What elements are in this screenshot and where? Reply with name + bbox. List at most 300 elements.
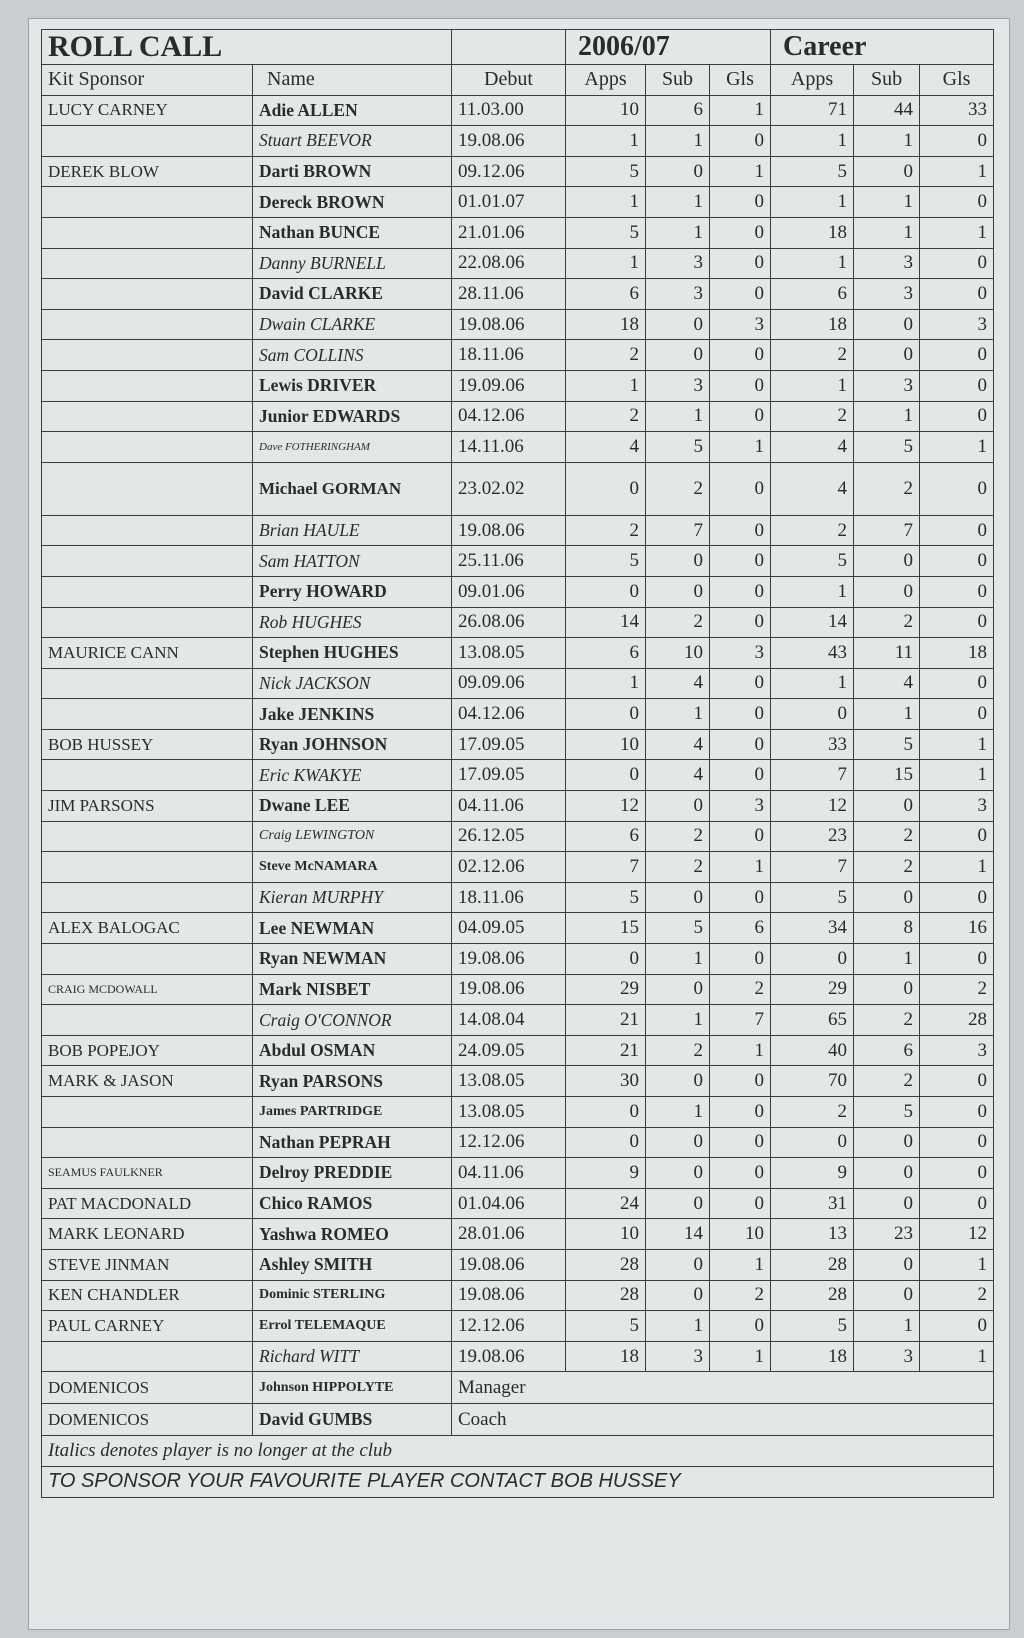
career-gls-cell: 1 <box>920 156 994 187</box>
debut-cell: 09.12.06 <box>452 156 566 187</box>
player-name-cell: Dwain CLARKE <box>253 309 452 340</box>
career-sub-cell: 2 <box>854 607 920 638</box>
player-row <box>42 340 994 371</box>
player-name-cell: Abdul OSMAN <box>253 1035 452 1066</box>
kit-sponsor-cell <box>42 187 253 218</box>
career-gls-cell: 0 <box>920 821 994 852</box>
career-apps-cell: 5 <box>771 882 854 913</box>
career-gls-cell: 1 <box>920 1341 994 1372</box>
header-row-columns <box>42 65 994 96</box>
career-apps-cell: 5 <box>771 546 854 577</box>
career-gls-cell: 0 <box>920 515 994 546</box>
career-gls-cell: 0 <box>920 1097 994 1128</box>
career-gls-cell: 3 <box>920 1035 994 1066</box>
season-sub-cell: 1 <box>646 1005 710 1036</box>
player-row <box>42 1311 994 1342</box>
career-sub-cell: 2 <box>854 462 920 515</box>
debut-cell: 23.02.02 <box>452 462 566 515</box>
career-apps-cell: 71 <box>771 95 854 126</box>
career-gls-cell: 3 <box>920 791 994 822</box>
career-gls-cell: 1 <box>920 852 994 883</box>
debut-cell: 01.01.07 <box>452 187 566 218</box>
season-sub-cell: 0 <box>646 340 710 371</box>
career-sub-cell: 1 <box>854 217 920 248</box>
kit-sponsor-cell: ALEX BALOGAC <box>42 913 253 944</box>
header-row-title <box>42 30 994 65</box>
player-name-cell: Lee NEWMAN <box>253 913 452 944</box>
season-gls-cell: 3 <box>710 309 771 340</box>
season-gls-cell: 1 <box>710 1035 771 1066</box>
season-gls-cell: 0 <box>710 729 771 760</box>
season-apps-cell: 0 <box>566 760 646 791</box>
player-row <box>42 248 994 279</box>
career-apps-cell: 18 <box>771 217 854 248</box>
debut-cell: 02.12.06 <box>452 852 566 883</box>
career-apps-cell: 14 <box>771 607 854 638</box>
player-name-cell: Delroy PREDDIE <box>253 1158 452 1189</box>
player-row <box>42 1158 994 1189</box>
career-sub-cell: 5 <box>854 432 920 463</box>
season-sub-cell: 3 <box>646 248 710 279</box>
debut-cell: 11.03.00 <box>452 95 566 126</box>
player-name-cell: Chico RAMOS <box>253 1188 452 1219</box>
career-apps-cell: 0 <box>771 1127 854 1158</box>
career-apps-cell: 4 <box>771 462 854 515</box>
player-name-cell: Adie ALLEN <box>253 95 452 126</box>
season-apps-cell: 21 <box>566 1035 646 1066</box>
player-row <box>42 1097 994 1128</box>
career-apps-cell: 1 <box>771 187 854 218</box>
kit-sponsor-cell: PAUL CARNEY <box>42 1311 253 1342</box>
kit-sponsor-cell <box>42 370 253 401</box>
season-sub-cell: 10 <box>646 638 710 669</box>
season-apps-cell: 12 <box>566 791 646 822</box>
career-sub-cell: 11 <box>854 638 920 669</box>
season-apps-cell: 5 <box>566 882 646 913</box>
season-apps-cell: 10 <box>566 95 646 126</box>
debut-cell: 14.11.06 <box>452 432 566 463</box>
player-name-cell: Yashwa ROMEO <box>253 1219 452 1250</box>
career-gls-cell: 0 <box>920 607 994 638</box>
player-row <box>42 1341 994 1372</box>
player-row <box>42 944 994 975</box>
debut-cell: 19.08.06 <box>452 1341 566 1372</box>
debut-cell: 19.08.06 <box>452 309 566 340</box>
season-gls-cell: 0 <box>710 1127 771 1158</box>
season-apps-cell: 18 <box>566 309 646 340</box>
career-apps-cell: 70 <box>771 1066 854 1097</box>
player-name-cell: Danny BURNELL <box>253 248 452 279</box>
player-name-cell: Junior EDWARDS <box>253 401 452 432</box>
player-name-cell: Nick JACKSON <box>253 668 452 699</box>
career-sub-cell: 0 <box>854 1127 920 1158</box>
career-sub-cell: 0 <box>854 309 920 340</box>
kit-sponsor-cell: CRAIG MCDOWALL <box>42 974 253 1005</box>
player-name-cell: Nathan BUNCE <box>253 217 452 248</box>
career-sub-cell: 6 <box>854 1035 920 1066</box>
player-row <box>42 462 994 515</box>
player-row <box>42 432 994 463</box>
season-apps-cell: 28 <box>566 1280 646 1311</box>
kit-sponsor-cell <box>42 1127 253 1158</box>
player-row <box>42 401 994 432</box>
player-name-cell: Steve McNAMARA <box>253 852 452 883</box>
player-name-cell: Ashley SMITH <box>253 1249 452 1280</box>
season-gls-cell: 0 <box>710 1188 771 1219</box>
season-sub-cell: 2 <box>646 852 710 883</box>
col-season-apps: Apps <box>566 65 646 96</box>
career-sub-cell: 5 <box>854 729 920 760</box>
career-sub-cell: 5 <box>854 1097 920 1128</box>
season-sub-cell: 3 <box>646 279 710 310</box>
season-apps-cell: 29 <box>566 974 646 1005</box>
season-sub-cell: 2 <box>646 1035 710 1066</box>
season-sub-cell: 5 <box>646 913 710 944</box>
debut-cell: 13.08.05 <box>452 1097 566 1128</box>
player-name-cell: Rob HUGHES <box>253 607 452 638</box>
debut-cell: 19.08.06 <box>452 515 566 546</box>
season-gls-cell: 0 <box>710 515 771 546</box>
player-name-cell: Stuart BEEVOR <box>253 126 452 157</box>
kit-sponsor-cell: LUCY CARNEY <box>42 95 253 126</box>
player-name-cell: Nathan PEPRAH <box>253 1127 452 1158</box>
player-row <box>42 309 994 340</box>
player-row <box>42 1280 994 1311</box>
kit-sponsor-cell <box>42 432 253 463</box>
season-gls-cell: 0 <box>710 607 771 638</box>
career-apps-cell: 23 <box>771 821 854 852</box>
season-sub-cell: 14 <box>646 1219 710 1250</box>
season-apps-cell: 1 <box>566 248 646 279</box>
career-gls-cell: 1 <box>920 432 994 463</box>
career-apps-cell: 33 <box>771 729 854 760</box>
season-gls-cell: 0 <box>710 248 771 279</box>
season-apps-cell: 0 <box>566 462 646 515</box>
season-sub-cell: 2 <box>646 607 710 638</box>
season-gls-cell: 0 <box>710 882 771 913</box>
career-apps-cell: 0 <box>771 699 854 730</box>
career-sub-cell: 4 <box>854 668 920 699</box>
season-sub-cell: 1 <box>646 1311 710 1342</box>
career-sub-cell: 0 <box>854 1188 920 1219</box>
career-gls-cell: 0 <box>920 462 994 515</box>
kit-sponsor-cell <box>42 248 253 279</box>
kit-sponsor-cell <box>42 340 253 371</box>
career-gls-cell: 0 <box>920 248 994 279</box>
player-row <box>42 638 994 669</box>
season-sub-cell: 2 <box>646 462 710 515</box>
career-sub-cell: 0 <box>854 340 920 371</box>
debut-cell: 04.11.06 <box>452 1158 566 1189</box>
career-gls-cell: 12 <box>920 1219 994 1250</box>
career-sub-cell: 0 <box>854 791 920 822</box>
player-name-cell: Errol TELEMAQUE <box>253 1311 452 1342</box>
career-apps-cell: 13 <box>771 1219 854 1250</box>
player-name-cell: Dominic STERLING <box>253 1280 452 1311</box>
career-sub-cell: 1 <box>854 187 920 218</box>
cta-row <box>42 1466 994 1497</box>
kit-sponsor-cell <box>42 699 253 730</box>
player-row <box>42 668 994 699</box>
career-sub-cell: 15 <box>854 760 920 791</box>
career-apps-cell: 5 <box>771 156 854 187</box>
career-apps-cell: 2 <box>771 401 854 432</box>
career-gls-cell: 2 <box>920 974 994 1005</box>
career-gls-cell: 1 <box>920 217 994 248</box>
player-name-cell: Richard WITT <box>253 1341 452 1372</box>
debut-cell: 19.08.06 <box>452 126 566 157</box>
career-apps-cell: 34 <box>771 913 854 944</box>
season-apps-cell: 6 <box>566 279 646 310</box>
kit-sponsor-cell <box>42 279 253 310</box>
kit-sponsor-cell: BOB POPEJOY <box>42 1035 253 1066</box>
player-row <box>42 1249 994 1280</box>
career-sub-cell: 2 <box>854 1066 920 1097</box>
season-sub-cell: 0 <box>646 1249 710 1280</box>
season-apps-cell: 6 <box>566 821 646 852</box>
season-gls-cell: 2 <box>710 974 771 1005</box>
career-apps-cell: 28 <box>771 1280 854 1311</box>
player-row <box>42 791 994 822</box>
career-gls-cell: 0 <box>920 944 994 975</box>
season-sub-cell: 0 <box>646 1280 710 1311</box>
career-apps-cell: 28 <box>771 1249 854 1280</box>
player-row <box>42 576 994 607</box>
debut-cell: 26.12.05 <box>452 821 566 852</box>
kit-sponsor-cell <box>42 1005 253 1036</box>
debut-cell: 04.12.06 <box>452 401 566 432</box>
staff-role-cell: Coach <box>452 1404 994 1436</box>
career-apps-cell: 5 <box>771 1311 854 1342</box>
career-sub-cell: 3 <box>854 370 920 401</box>
debut-cell: 19.08.06 <box>452 1280 566 1311</box>
career-apps-cell: 0 <box>771 944 854 975</box>
season-apps-cell: 10 <box>566 1219 646 1250</box>
career-sub-cell: 1 <box>854 1311 920 1342</box>
season-sub-cell: 0 <box>646 576 710 607</box>
career-sub-cell: 23 <box>854 1219 920 1250</box>
season-apps-cell: 28 <box>566 1249 646 1280</box>
sponsor-call-to-action: TO SPONSOR YOUR FAVOURITE PLAYER CONTACT BOB HUSSEY <box>42 1466 994 1497</box>
debut-cell: 25.11.06 <box>452 546 566 577</box>
debut-cell: 18.11.06 <box>452 340 566 371</box>
career-apps-cell: 40 <box>771 1035 854 1066</box>
page-title: ROLL CALL <box>42 30 452 65</box>
kit-sponsor-cell: MAURICE CANN <box>42 638 253 669</box>
season-apps-cell: 2 <box>566 515 646 546</box>
season-apps-cell: 0 <box>566 1097 646 1128</box>
season-apps-cell: 5 <box>566 546 646 577</box>
career-sub-cell: 1 <box>854 126 920 157</box>
col-debut: Debut <box>452 65 566 96</box>
season-apps-cell: 2 <box>566 340 646 371</box>
career-gls-cell: 0 <box>920 1158 994 1189</box>
debut-cell: 26.08.06 <box>452 607 566 638</box>
player-row <box>42 913 994 944</box>
staff-row <box>42 1372 994 1404</box>
debut-cell: 04.12.06 <box>452 699 566 730</box>
career-sub-cell: 0 <box>854 576 920 607</box>
season-sub-cell: 0 <box>646 156 710 187</box>
season-gls-cell: 6 <box>710 913 771 944</box>
season-gls-cell: 0 <box>710 1066 771 1097</box>
season-gls-cell: 0 <box>710 1311 771 1342</box>
career-sub-cell: 0 <box>854 156 920 187</box>
staff-name-cell: David GUMBS <box>253 1404 452 1436</box>
career-sub-cell: 1 <box>854 401 920 432</box>
season-sub-cell: 1 <box>646 1097 710 1128</box>
season-gls-cell: 0 <box>710 462 771 515</box>
player-row <box>42 760 994 791</box>
season-sub-cell: 0 <box>646 309 710 340</box>
player-row <box>42 1005 994 1036</box>
career-sub-cell: 0 <box>854 1158 920 1189</box>
debut-cell: 14.08.04 <box>452 1005 566 1036</box>
kit-sponsor-cell <box>42 1097 253 1128</box>
season-sub-cell: 1 <box>646 944 710 975</box>
col-career-sub: Sub <box>854 65 920 96</box>
col-career-apps: Apps <box>771 65 854 96</box>
debut-cell: 19.08.06 <box>452 1249 566 1280</box>
debut-cell: 17.09.05 <box>452 760 566 791</box>
staff-sponsor-cell: DOMENICOS <box>42 1372 253 1404</box>
career-apps-cell: 18 <box>771 309 854 340</box>
season-apps-cell: 14 <box>566 607 646 638</box>
season-sub-cell: 1 <box>646 126 710 157</box>
kit-sponsor-cell <box>42 1341 253 1372</box>
career-gls-cell: 33 <box>920 95 994 126</box>
player-name-cell: Jake JENKINS <box>253 699 452 730</box>
season-gls-cell: 0 <box>710 279 771 310</box>
kit-sponsor-cell <box>42 515 253 546</box>
player-name-cell: Perry HOWARD <box>253 576 452 607</box>
season-gls-cell: 0 <box>710 370 771 401</box>
debut-cell: 19.08.06 <box>452 974 566 1005</box>
career-apps-cell: 29 <box>771 974 854 1005</box>
season-gls-cell: 1 <box>710 432 771 463</box>
career-apps-cell: 1 <box>771 668 854 699</box>
season-gls-cell: 0 <box>710 401 771 432</box>
season-apps-cell: 4 <box>566 432 646 463</box>
player-name-cell: David CLARKE <box>253 279 452 310</box>
player-name-cell: Stephen HUGHES <box>253 638 452 669</box>
season-sub-cell: 3 <box>646 370 710 401</box>
season-gls-cell: 1 <box>710 1341 771 1372</box>
player-name-cell: Craig LEWINGTON <box>253 821 452 852</box>
player-name-cell: James PARTRIDGE <box>253 1097 452 1128</box>
debut-cell: 22.08.06 <box>452 248 566 279</box>
kit-sponsor-cell: KEN CHANDLER <box>42 1280 253 1311</box>
player-name-cell: Ryan PARSONS <box>253 1066 452 1097</box>
season-sub-cell: 1 <box>646 217 710 248</box>
season-apps-cell: 0 <box>566 944 646 975</box>
player-name-cell: Eric KWAKYE <box>253 760 452 791</box>
kit-sponsor-cell <box>42 852 253 883</box>
career-gls-cell: 0 <box>920 340 994 371</box>
career-sub-cell: 44 <box>854 95 920 126</box>
career-apps-cell: 9 <box>771 1158 854 1189</box>
debut-cell: 04.09.05 <box>452 913 566 944</box>
career-gls-cell: 28 <box>920 1005 994 1036</box>
season-sub-cell: 0 <box>646 1158 710 1189</box>
season-apps-cell: 15 <box>566 913 646 944</box>
career-apps-cell: 31 <box>771 1188 854 1219</box>
season-sub-cell: 1 <box>646 401 710 432</box>
player-name-cell: Dereck BROWN <box>253 187 452 218</box>
career-gls-cell: 0 <box>920 187 994 218</box>
career-apps-cell: 43 <box>771 638 854 669</box>
kit-sponsor-cell <box>42 821 253 852</box>
kit-sponsor-cell: BOB HUSSEY <box>42 729 253 760</box>
col-name: Name <box>253 65 452 96</box>
career-sub-cell: 7 <box>854 515 920 546</box>
career-sub-cell: 1 <box>854 944 920 975</box>
kit-sponsor-cell: JIM PARSONS <box>42 791 253 822</box>
season-gls-cell: 0 <box>710 944 771 975</box>
season-sub-cell: 4 <box>646 729 710 760</box>
debut-cell: 12.12.06 <box>452 1127 566 1158</box>
career-apps-cell: 1 <box>771 370 854 401</box>
career-apps-cell: 1 <box>771 248 854 279</box>
season-apps-cell: 21 <box>566 1005 646 1036</box>
kit-sponsor-cell: SEAMUS FAULKNER <box>42 1158 253 1189</box>
career-gls-cell: 0 <box>920 126 994 157</box>
season-apps-cell: 2 <box>566 401 646 432</box>
staff-sponsor-cell: DOMENICOS <box>42 1404 253 1436</box>
career-gls-cell: 0 <box>920 1066 994 1097</box>
player-row <box>42 187 994 218</box>
season-sub-cell: 0 <box>646 882 710 913</box>
debut-cell: 09.01.06 <box>452 576 566 607</box>
player-name-cell: Lewis DRIVER <box>253 370 452 401</box>
player-name-cell: Dwane LEE <box>253 791 452 822</box>
player-row <box>42 1188 994 1219</box>
season-apps-cell: 1 <box>566 668 646 699</box>
player-row <box>42 156 994 187</box>
career-gls-cell: 0 <box>920 699 994 730</box>
debut-cell: 19.08.06 <box>452 944 566 975</box>
debut-cell: 28.11.06 <box>452 279 566 310</box>
kit-sponsor-cell: MARK LEONARD <box>42 1219 253 1250</box>
career-sub-cell: 1 <box>854 699 920 730</box>
player-row <box>42 546 994 577</box>
season-gls-cell: 0 <box>710 821 771 852</box>
career-gls-cell: 0 <box>920 1188 994 1219</box>
career-gls-cell: 0 <box>920 668 994 699</box>
career-sub-cell: 0 <box>854 974 920 1005</box>
career-apps-cell: 1 <box>771 126 854 157</box>
kit-sponsor-cell <box>42 546 253 577</box>
career-sub-cell: 0 <box>854 546 920 577</box>
season-sub-cell: 2 <box>646 821 710 852</box>
season-apps-cell: 0 <box>566 576 646 607</box>
col-career-gls: Gls <box>920 65 994 96</box>
career-gls-cell: 1 <box>920 729 994 760</box>
season-sub-cell: 0 <box>646 1188 710 1219</box>
season-gls-cell: 3 <box>710 638 771 669</box>
career-sub-cell: 2 <box>854 852 920 883</box>
debut-cell: 09.09.06 <box>452 668 566 699</box>
kit-sponsor-cell <box>42 217 253 248</box>
season-gls-cell: 0 <box>710 340 771 371</box>
player-row <box>42 821 994 852</box>
season-sub-cell: 1 <box>646 699 710 730</box>
career-gls-cell: 1 <box>920 760 994 791</box>
season-gls-cell: 0 <box>710 699 771 730</box>
season-apps-cell: 30 <box>566 1066 646 1097</box>
season-gls-cell: 1 <box>710 852 771 883</box>
season-sub-cell: 0 <box>646 791 710 822</box>
